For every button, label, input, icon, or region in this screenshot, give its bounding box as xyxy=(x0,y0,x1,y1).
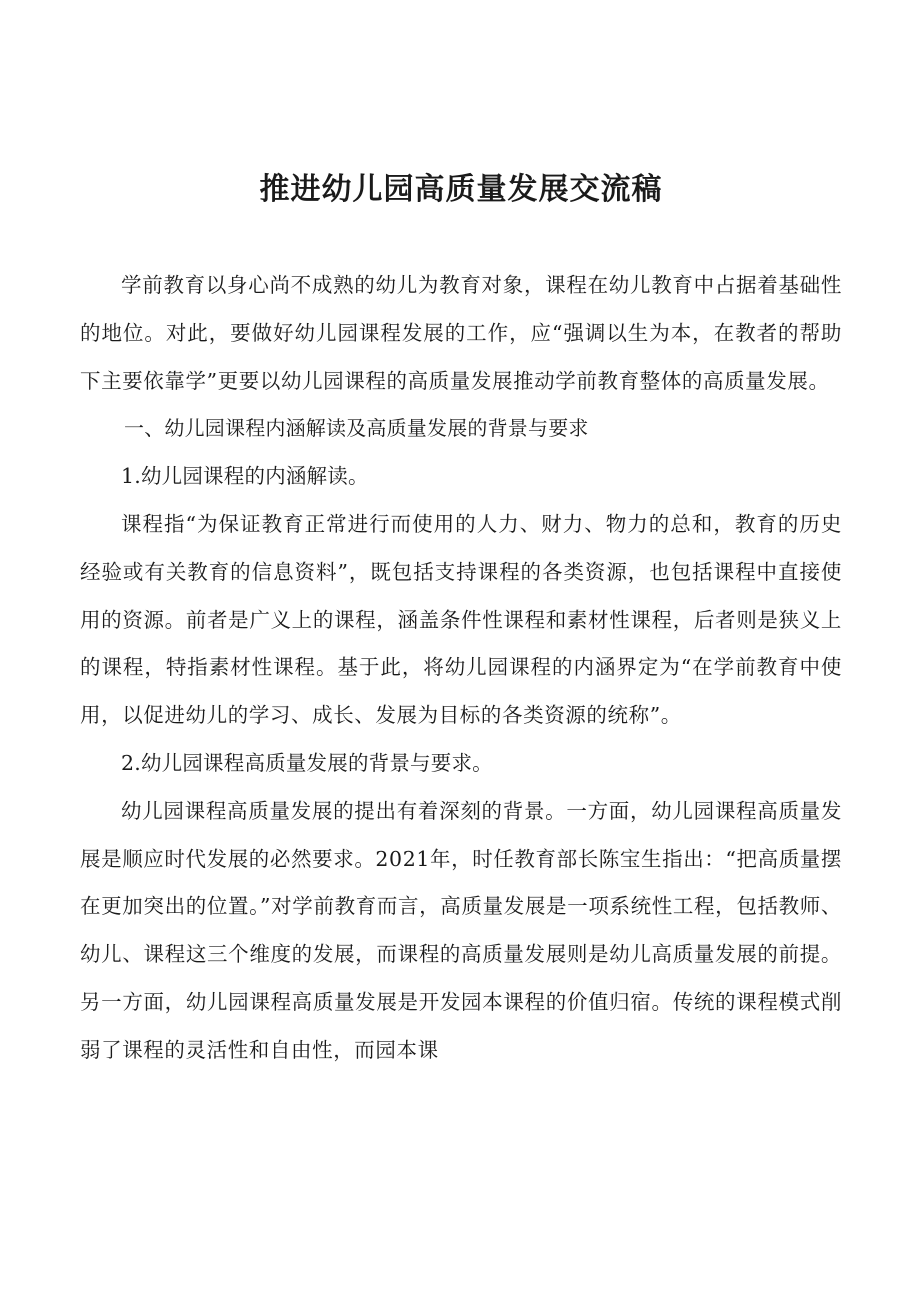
subsection-heading-1: 1.幼儿园课程的内涵解读。 xyxy=(121,464,369,489)
subsection-heading-2: 2.幼儿园课程高质量发展的背景与要求。 xyxy=(121,750,493,775)
body-paragraph: 幼儿园课程高质量发展的提出有着深刻的背景。一方面，幼儿园课程高质量发展是顺应时代发展的必然要求。2021年，时任教育部长陈宝生指出：“把高质量摆在更加突出的位置。”对学前教育而言，高质量发展是一项系统性工程，包括教师、幼儿、课程这三个维度的发展，而课程的高质量发展则是幼儿高质量发展的前提。另一方面，幼儿园课程高质量发展是开发园本课程的价值归宿。传统的课程模式削弱了课程的灵活性和自由性，而园本课 xyxy=(80,798,842,1062)
document-body xyxy=(80,262,842,1075)
section-heading-1: 一、幼儿园课程内涵解读及高质量发展的背景与要求 xyxy=(124,416,589,441)
body-paragraph: 课程指“为保证教育正常进行而使用的人力、财力、物力的总和，教育的历史经验或有关教育的信息资料”，既包括支持课程的各类资源，也包括课程中直接使用的资源。前者是广义上的课程，涵盖条件性课程和素材性课程，后者则是狭义上的课程，特指素材性课程。基于此，将幼儿园课程的内涵界定为“在学前教育中使用，以促进幼儿的学习、成长、发展为目标的各类资源的统称”。 xyxy=(80,511,842,728)
document-title: 推进幼儿园高质量发展交流稿 xyxy=(259,172,663,207)
intro-paragraph: 学前教育以身心尚不成熟的幼儿为教育对象，课程在幼儿教育中占据着基础性的地位。对此，要做好幼儿园课程发展的工作，应“强调以生为本，在教者的帮助下主要依靠学”更要以幼儿园课程的高质量发展推动学前教育整体的高质量发展。 xyxy=(80,273,842,393)
